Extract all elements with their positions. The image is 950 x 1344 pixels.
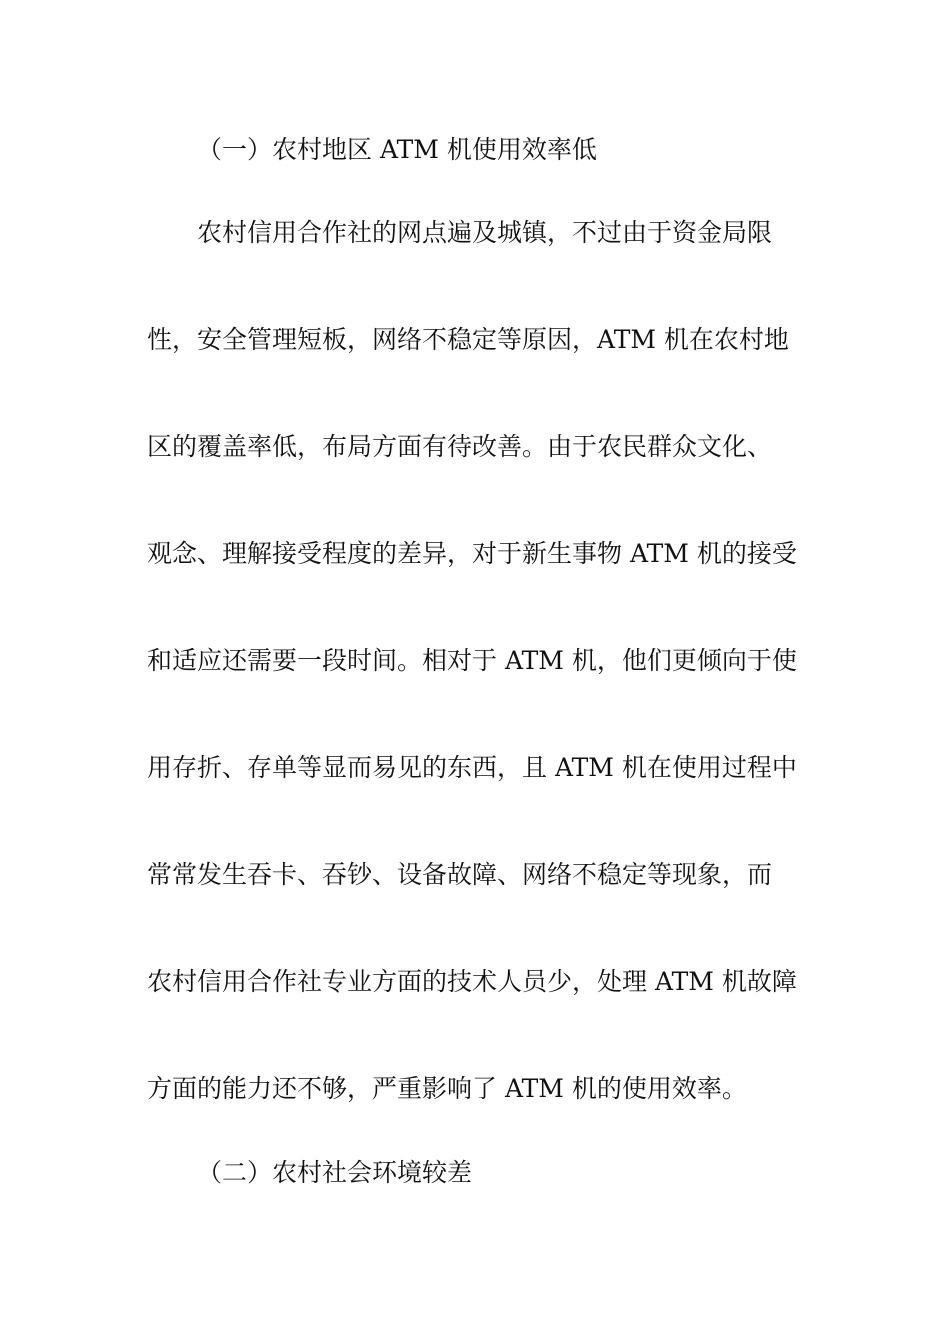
paragraph-line: 观念、理解接受程度的差异，对于新生事物 ATM 机的接受 [147,539,797,568]
paragraph-line: 用存折、存单等显而易见的东西，且 ATM 机在使用过程中 [147,753,797,782]
section-heading-1: （一）农村地区 ATM 机使用效率低 [197,135,597,164]
section-heading-2: （二）农村社会环境较差 [197,1158,473,1187]
paragraph-line: 农村信用合作社的网点遍及城镇，不过由于资金局限 [197,218,773,247]
paragraph-line: 和适应还需要一段时间。相对于 ATM 机，他们更倾向于使 [147,646,797,675]
paragraph-line: 农村信用合作社专业方面的技术人员少，处理 ATM 机故障 [147,967,797,996]
paragraph-line: 区的覆盖率低，布局方面有待改善。由于农民群众文化、 [147,432,773,461]
paragraph-line: 常常发生吞卡、吞钞、设备故障、网络不稳定等现象，而 [147,860,773,889]
paragraph-line: 方面的能力还不够，严重影响了 ATM 机的使用效率。 [147,1074,747,1103]
paragraph-line: 性，安全管理短板，网络不稳定等原因，ATM 机在农村地 [147,325,789,354]
